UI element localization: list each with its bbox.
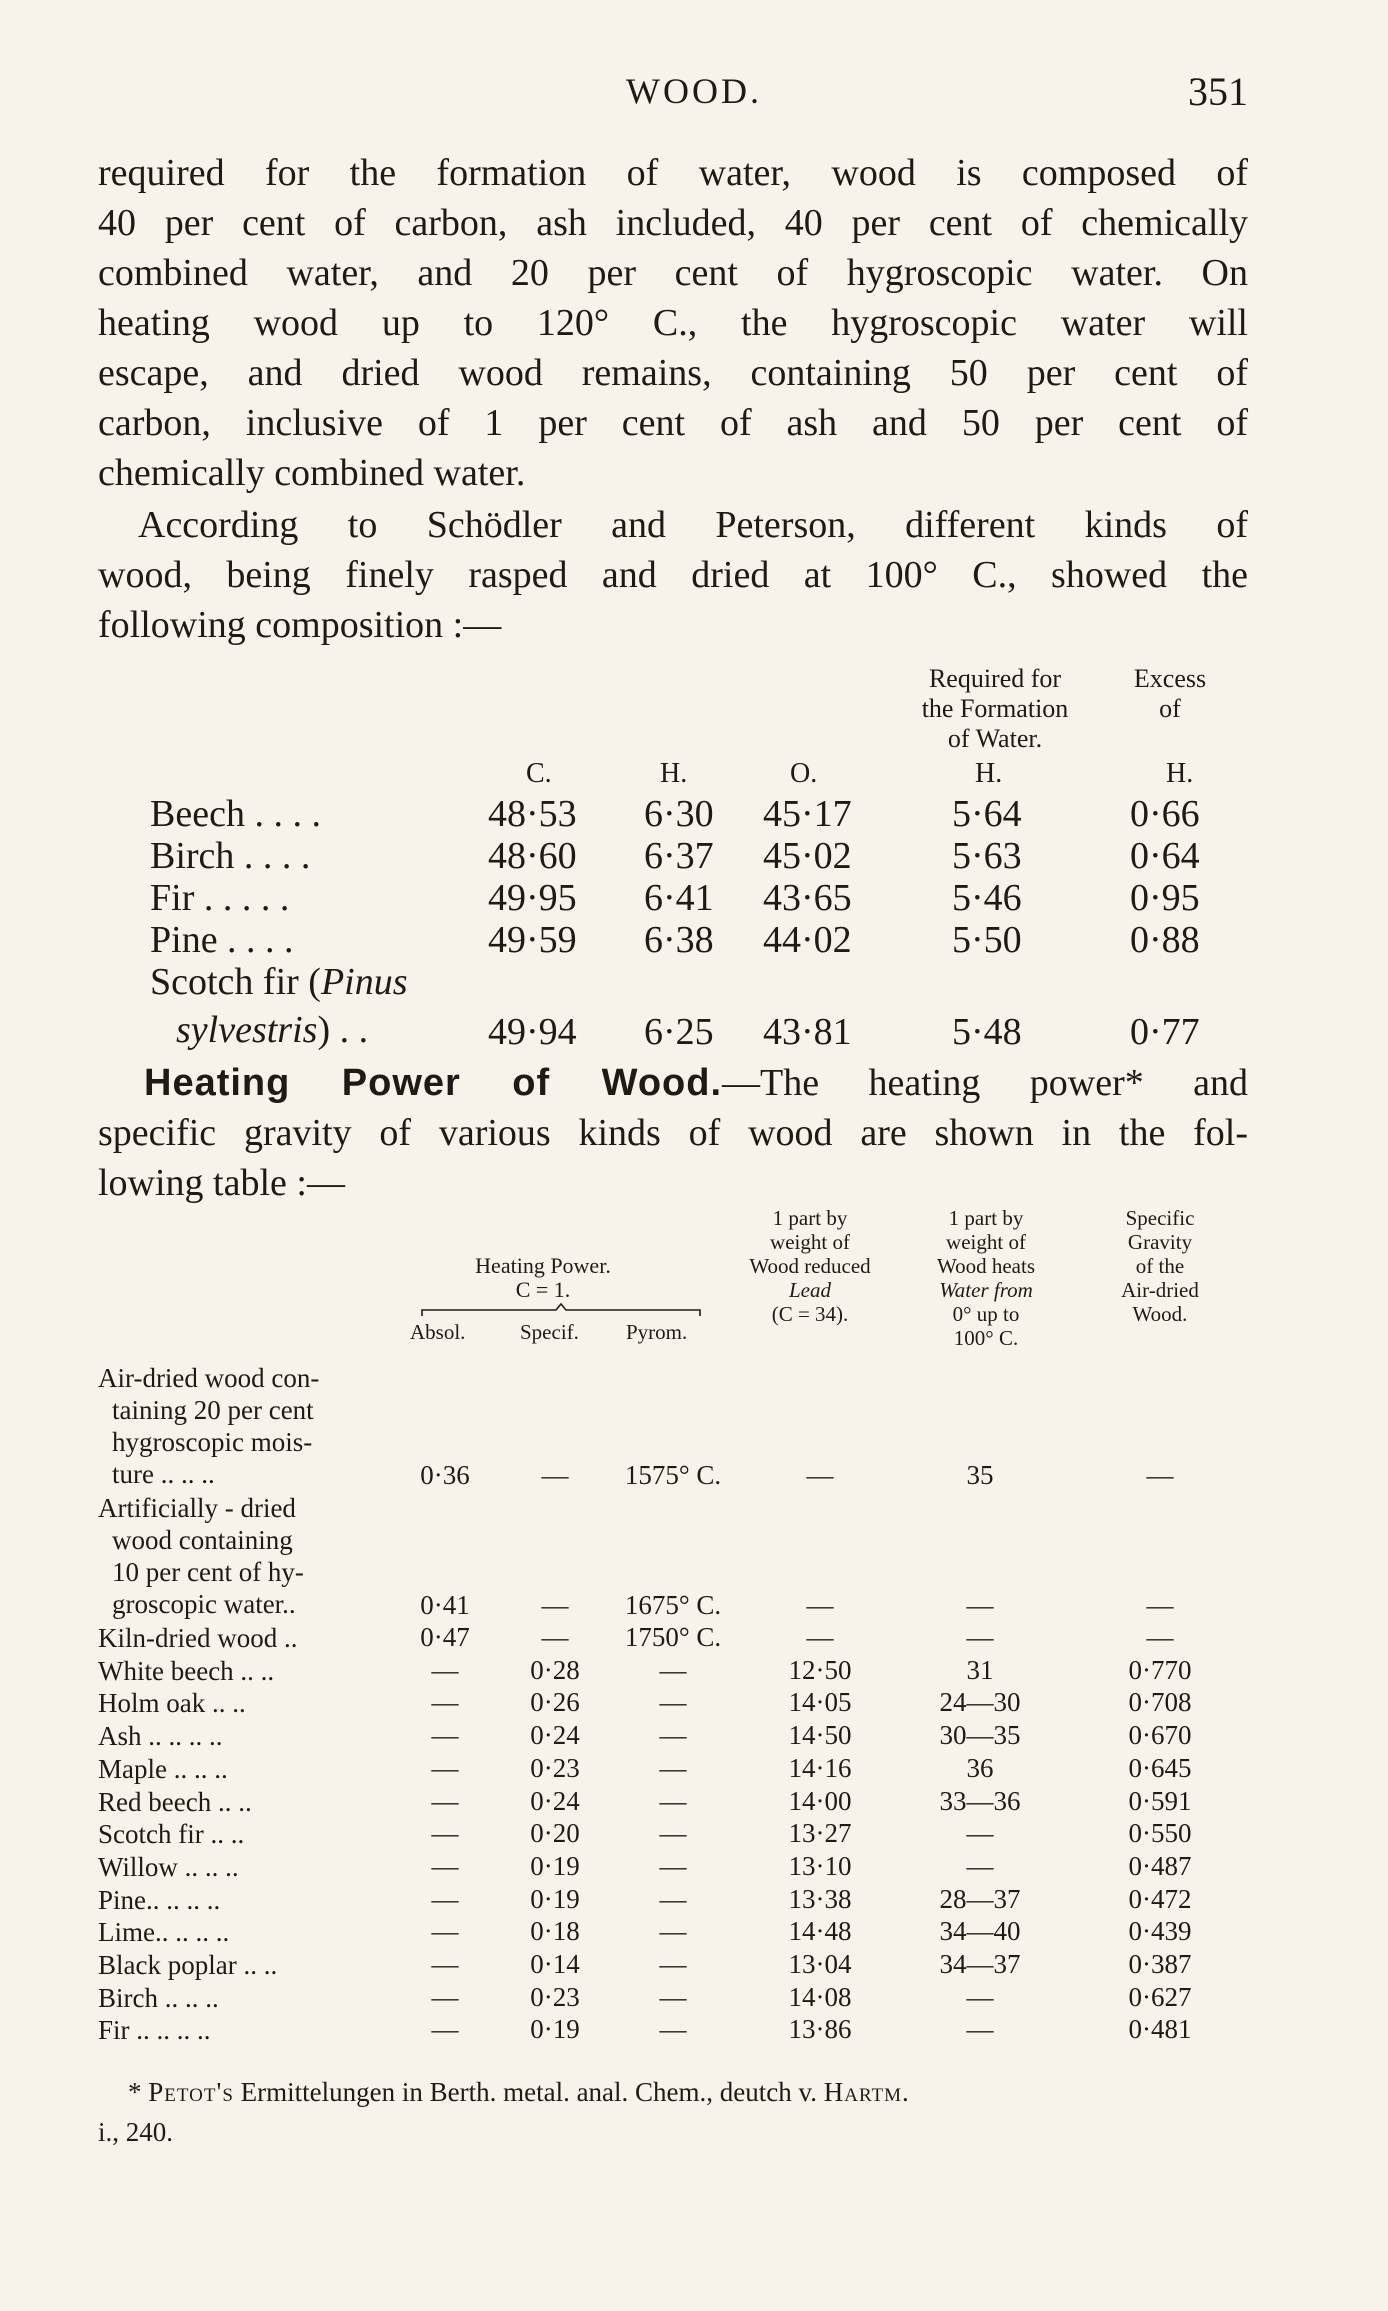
cell-c: 49·59 — [488, 919, 577, 961]
label-italic: Pinus — [320, 961, 408, 1003]
row-label — [98, 1362, 319, 1490]
paragraph-composition-intro — [98, 148, 1248, 498]
row-label: Birch . . . . — [150, 835, 311, 877]
cell-gravity: 0·472 — [1128, 1884, 1192, 1914]
page-header — [0, 62, 1388, 118]
cell-lead: 14·50 — [788, 1720, 852, 1750]
text-line: chemically combined water. — [98, 452, 526, 494]
row-label: Beech . . . . — [150, 793, 321, 835]
cell-specif: — — [541, 1622, 569, 1652]
header-line: Wood heats — [936, 1254, 1036, 1278]
label-line: wood containing — [112, 1525, 293, 1555]
cell-water: 33—36 — [939, 1786, 1021, 1816]
footnote-line — [98, 2072, 1248, 2112]
header-line: (C = 34). — [771, 1302, 849, 1326]
cell-gravity: 0·439 — [1128, 1916, 1192, 1946]
cell-c: 49·95 — [488, 877, 577, 919]
cell-gravity: 0·591 — [1128, 1786, 1192, 1816]
cell-lead: 14·08 — [788, 1982, 852, 2012]
subcolumn-pyrom: Pyrom. — [626, 1320, 688, 1344]
cell-absol: — — [431, 1786, 459, 1816]
row-label: Ash .. .. .. .. — [98, 1721, 223, 1751]
cell-pyrom: 1675° C. — [624, 1590, 722, 1620]
header-line: of — [1159, 694, 1181, 723]
header-specific-gravity — [1090, 1206, 1230, 1326]
row-label: Pine . . . . — [150, 919, 294, 961]
column-oxygen: O. — [790, 758, 818, 789]
cell-water: 36 — [966, 1753, 994, 1783]
cell-specif: 0·19 — [530, 1884, 580, 1914]
text-line: specific gravity of various kinds of wood are shown in the fol- — [98, 1112, 1248, 1154]
cell-lead: 14·05 — [788, 1687, 852, 1717]
row-label: Red beech .. .. — [98, 1787, 252, 1817]
footnote-marker: * — [128, 2077, 142, 2107]
footnote-line: i., 240. — [98, 2117, 174, 2147]
brace-icon — [420, 1302, 702, 1318]
cell-gravity: 0·770 — [1128, 1655, 1192, 1685]
label-line: 10 per cent of hy- — [112, 1557, 304, 1587]
cell-specif: 0·26 — [530, 1687, 580, 1717]
column-hydrogen-required: H. — [975, 758, 1003, 789]
header-line: Heating Power. — [475, 1253, 611, 1278]
cell-water: 34—37 — [939, 1949, 1021, 1979]
row-label: Fir .. .. .. .. — [98, 2015, 211, 2045]
cell-pyrom: — — [659, 1916, 687, 1946]
footnote-text: Ermittelungen in Berth. metal. anal. Chem., deutch v. — [240, 2077, 818, 2107]
row-label: Scotch fir .. .. — [98, 1819, 245, 1849]
cell-gravity: 0·645 — [1128, 1753, 1192, 1783]
footnote-editor: Hartm. — [823, 2077, 910, 2107]
cell-water: — — [966, 1590, 994, 1620]
cell-h-required: 5·48 — [952, 1011, 1022, 1053]
text-line: escape, and dried wood remains, containing 50 per cent of — [98, 352, 1248, 394]
text-line: heating wood up to 120° C., the hygroscopic water will — [98, 302, 1248, 344]
header-line: Lead — [789, 1278, 831, 1302]
header-line: of Water. — [947, 724, 1043, 753]
text-line: lowing table :— — [98, 1162, 345, 1204]
cell-o: 45·17 — [763, 793, 852, 835]
text-line: combined water, and 20 per cent of hygroscopic water. On — [98, 252, 1248, 294]
header-lead-reduced — [720, 1206, 900, 1326]
row-label: Willow .. .. .. — [98, 1852, 239, 1882]
cell-lead: — — [806, 1460, 834, 1490]
column-carbon: C. — [526, 758, 552, 789]
cell-gravity: — — [1146, 1622, 1174, 1652]
row-label — [150, 960, 408, 1004]
footnote — [98, 2072, 1248, 2152]
cell-absol: — — [431, 1982, 459, 2012]
cell-specif: 0·23 — [530, 1753, 580, 1783]
cell-absol: 0·41 — [420, 1590, 470, 1620]
cell-absol: 0·36 — [420, 1460, 470, 1490]
text-line: According to Schödler and Peterson, different kinds of — [138, 504, 1248, 546]
cell-specif: 0·18 — [530, 1916, 580, 1946]
cell-gravity: — — [1146, 1460, 1174, 1490]
row-label: Birch .. .. .. — [98, 1983, 219, 2013]
cell-absol: — — [431, 1687, 459, 1717]
cell-pyrom: — — [659, 1720, 687, 1750]
label-text: Scotch fir ( — [150, 961, 321, 1003]
cell-pyrom: — — [659, 1982, 687, 2012]
cell-gravity: 0·387 — [1128, 1949, 1192, 1979]
text-line: carbon, inclusive of 1 per cent of ash and 50 per cent of — [98, 402, 1248, 444]
footnote-author: Petot's — [148, 2077, 234, 2107]
cell-pyrom: — — [659, 1818, 687, 1848]
header-line: Water from — [939, 1278, 1033, 1302]
label-text: ) . . — [317, 1009, 369, 1051]
cell-specif: 0·24 — [530, 1720, 580, 1750]
cell-water: — — [966, 2014, 994, 2044]
label-line: ture .. .. .. — [112, 1459, 215, 1489]
cell-absol: — — [431, 1753, 459, 1783]
cell-absol: — — [431, 1949, 459, 1979]
cell-gravity: 0·627 — [1128, 1982, 1192, 2012]
header-line: Specific — [1125, 1206, 1195, 1230]
cell-pyrom: — — [659, 1687, 687, 1717]
header-water-heated — [906, 1206, 1066, 1350]
cell-lead: 14·16 — [788, 1753, 852, 1783]
cell-h-excess: 0·77 — [1130, 1011, 1200, 1053]
cell-h: 6·25 — [644, 1011, 714, 1053]
text-run: —The heating power* and — [722, 1062, 1248, 1104]
cell-specif: 0·19 — [530, 2014, 580, 2044]
paragraph-heating-power — [98, 1058, 1248, 1208]
cell-absol: — — [431, 1884, 459, 1914]
cell-h-required: 5·64 — [952, 793, 1022, 835]
cell-gravity: 0·550 — [1128, 1818, 1192, 1848]
header-line: Air-dried — [1121, 1278, 1199, 1302]
cell-pyrom: 1575° C. — [624, 1460, 722, 1490]
cell-h-excess: 0·95 — [1130, 877, 1200, 919]
cell-lead: 13·10 — [788, 1851, 852, 1881]
row-label: Fir . . . . . — [150, 877, 290, 919]
cell-pyrom: — — [659, 2014, 687, 2044]
row-label — [98, 1492, 304, 1620]
cell-lead: 13·04 — [788, 1949, 852, 1979]
cell-h: 6·41 — [644, 877, 714, 919]
header-heating-power — [408, 1254, 678, 1302]
cell-lead: — — [806, 1590, 834, 1620]
subcolumn-specif: Specif. — [520, 1320, 579, 1344]
cell-gravity: 0·670 — [1128, 1720, 1192, 1750]
cell-water: — — [966, 1622, 994, 1652]
header-required-for-water — [895, 664, 1095, 754]
header-line: weight of — [770, 1230, 850, 1254]
cell-gravity: 0·487 — [1128, 1851, 1192, 1881]
cell-water: 24—30 — [939, 1687, 1021, 1717]
cell-water: — — [966, 1982, 994, 2012]
cell-pyrom: 1750° C. — [624, 1622, 722, 1652]
cell-c: 48·53 — [488, 793, 577, 835]
cell-lead: 14·00 — [788, 1786, 852, 1816]
cell-o: 43·81 — [763, 1011, 852, 1053]
cell-water: 28—37 — [939, 1884, 1021, 1914]
row-label: Black poplar .. .. — [98, 1950, 278, 1980]
header-line: the Formation — [921, 694, 1069, 723]
header-line: 1 part by — [772, 1206, 848, 1230]
text-line: 40 per cent of carbon, ash included, 40 per cent of chemically — [98, 202, 1248, 244]
cell-specif: 0·24 — [530, 1786, 580, 1816]
cell-lead: 13·27 — [788, 1818, 852, 1848]
cell-specif: 0·28 — [530, 1655, 580, 1685]
cell-absol: — — [431, 2014, 459, 2044]
cell-specif: 0·23 — [530, 1982, 580, 2012]
cell-water: 31 — [966, 1655, 994, 1685]
header-line: weight of — [946, 1230, 1026, 1254]
cell-absol: — — [431, 1818, 459, 1848]
label-line: taining 20 per cent — [112, 1395, 314, 1425]
cell-lead: 14·48 — [788, 1916, 852, 1946]
subcolumn-absol: Absol. — [410, 1320, 466, 1344]
section-heading: Heating Power of Wood. — [144, 1062, 723, 1104]
header-line: C = 1. — [515, 1277, 571, 1302]
cell-absol: — — [431, 1851, 459, 1881]
header-line: 1 part by — [948, 1206, 1024, 1230]
cell-h: 6·30 — [644, 793, 714, 835]
cell-pyrom: — — [659, 1949, 687, 1979]
header-line: 100° C. — [953, 1326, 1019, 1350]
header-line: Excess — [1133, 664, 1207, 693]
cell-lead: 12·50 — [788, 1655, 852, 1685]
header-excess — [1110, 664, 1230, 724]
text-line — [98, 1058, 1248, 1108]
cell-specif: 0·19 — [530, 1851, 580, 1881]
row-label: Pine.. .. .. .. — [98, 1885, 221, 1915]
cell-o: 43·65 — [763, 877, 852, 919]
row-label-continued — [176, 1008, 368, 1052]
text-line: following composition :— — [98, 604, 502, 646]
cell-gravity: 0·481 — [1128, 2014, 1192, 2044]
header-line: Wood. — [1132, 1302, 1188, 1326]
label-line: Artificially - dried — [98, 1493, 296, 1523]
cell-pyrom: — — [659, 1851, 687, 1881]
cell-gravity: 0·708 — [1128, 1687, 1192, 1717]
cell-specif: — — [541, 1590, 569, 1620]
row-label: Kiln-dried wood .. — [98, 1623, 298, 1653]
cell-lead: — — [806, 1622, 834, 1652]
cell-h-required: 5·63 — [952, 835, 1022, 877]
cell-pyrom: — — [659, 1884, 687, 1914]
paragraph-schodler — [98, 500, 1248, 650]
cell-specif: 0·20 — [530, 1818, 580, 1848]
header-line: of the — [1135, 1254, 1185, 1278]
cell-pyrom: — — [659, 1786, 687, 1816]
cell-absol: 0·47 — [420, 1622, 470, 1652]
cell-h-excess: 0·88 — [1130, 919, 1200, 961]
cell-absol: — — [431, 1655, 459, 1685]
cell-gravity: — — [1146, 1590, 1174, 1620]
cell-o: 44·02 — [763, 919, 852, 961]
column-hydrogen: H. — [660, 758, 688, 789]
cell-c: 48·60 — [488, 835, 577, 877]
cell-water: 30—35 — [939, 1720, 1021, 1750]
cell-pyrom: — — [659, 1753, 687, 1783]
cell-specif: 0·14 — [530, 1949, 580, 1979]
cell-water: 35 — [966, 1460, 994, 1490]
label-italic: sylvestris — [176, 1009, 318, 1051]
column-hydrogen-excess: H. — [1166, 758, 1194, 789]
cell-h-excess: 0·66 — [1130, 793, 1200, 835]
cell-h-excess: 0·64 — [1130, 835, 1200, 877]
header-line: Wood reduced — [749, 1254, 871, 1278]
cell-h-required: 5·50 — [952, 919, 1022, 961]
cell-h: 6·38 — [644, 919, 714, 961]
row-label: White beech .. .. — [98, 1656, 275, 1686]
label-line: groscopic water.. — [112, 1589, 296, 1619]
cell-specif: — — [541, 1460, 569, 1490]
cell-h-required: 5·46 — [952, 877, 1022, 919]
page-number: 351 — [1188, 69, 1248, 114]
row-label: Lime.. .. .. .. — [98, 1917, 230, 1947]
cell-water: — — [966, 1851, 994, 1881]
cell-lead: 13·86 — [788, 2014, 852, 2044]
row-label: Holm oak .. .. — [98, 1688, 246, 1718]
cell-pyrom: — — [659, 1655, 687, 1685]
cell-water: — — [966, 1818, 994, 1848]
cell-o: 45·02 — [763, 835, 852, 877]
running-head: WOOD. — [626, 71, 762, 111]
text-line: required for the formation of water, wood is composed of — [98, 152, 1248, 194]
row-label: Maple .. .. .. — [98, 1754, 228, 1784]
cell-c: 49·94 — [488, 1011, 577, 1053]
cell-lead: 13·38 — [788, 1884, 852, 1914]
cell-absol: — — [431, 1916, 459, 1946]
header-line: Required for — [928, 664, 1062, 693]
label-line: hygroscopic mois- — [112, 1427, 313, 1457]
label-line: Air-dried wood con- — [98, 1363, 320, 1393]
cell-absol: — — [431, 1720, 459, 1750]
header-line: 0° up to — [952, 1302, 1020, 1326]
cell-water: 34—40 — [939, 1916, 1021, 1946]
text-line: wood, being finely rasped and dried at 100° C., showed the — [98, 554, 1248, 596]
header-line: Gravity — [1127, 1230, 1193, 1254]
cell-h: 6·37 — [644, 835, 714, 877]
